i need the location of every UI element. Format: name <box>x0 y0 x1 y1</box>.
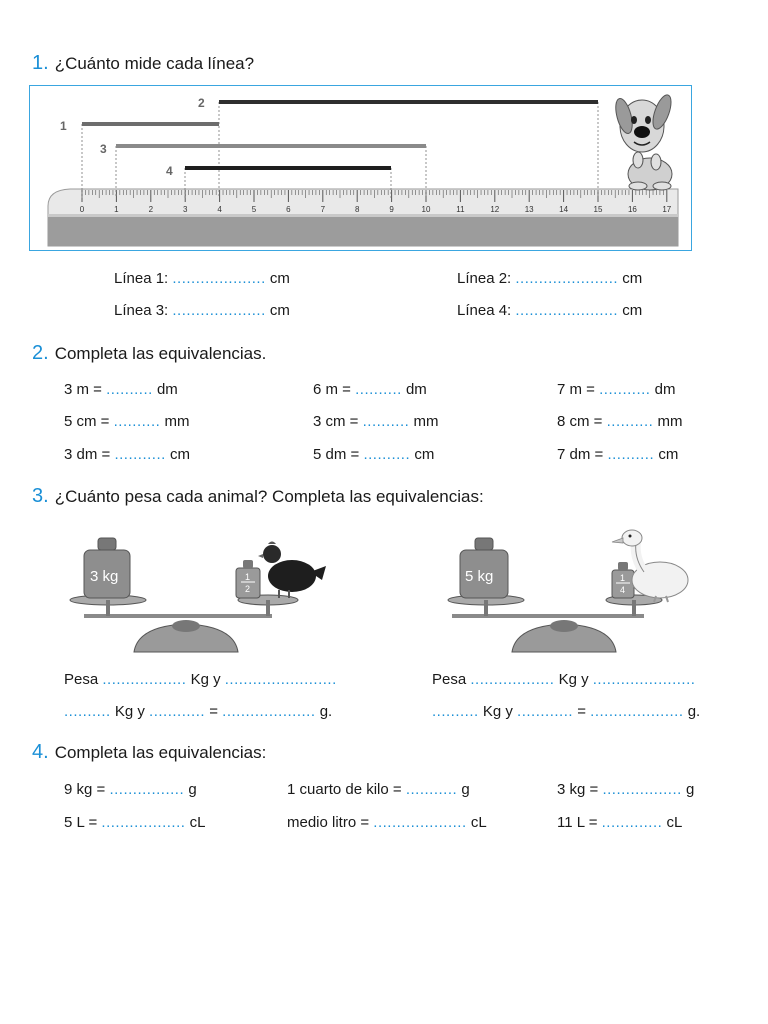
text-kg-y: Kg y <box>190 671 221 688</box>
dog-mascot-icon <box>613 93 675 190</box>
q3-title: ¿Cuánto pesa cada animal? Completa las equivalencias: <box>54 487 484 506</box>
item-blank[interactable]: .................. <box>101 814 186 831</box>
hen-icon <box>258 542 326 599</box>
answer-blank[interactable]: ...................... <box>515 270 619 287</box>
q4-number: 4. <box>32 741 49 763</box>
line-3 <box>116 144 426 148</box>
item-unit: cL <box>189 814 206 831</box>
q2-item-2 <box>313 381 427 398</box>
ruler-tick-label: 11 <box>456 205 465 214</box>
q4-item-1 <box>64 781 197 798</box>
q4-item-6 <box>557 814 682 831</box>
q4-heading <box>32 741 266 764</box>
item-unit: dm <box>156 381 178 398</box>
item-unit: mm <box>657 413 683 430</box>
q2-item-4 <box>64 413 189 430</box>
item-blank[interactable]: ................ <box>109 781 185 798</box>
text-kg-y: Kg y <box>482 703 513 720</box>
item-prefix: 7 dm = <box>557 446 604 463</box>
blank-total-grams[interactable]: .................... <box>222 703 316 720</box>
item-unit: dm <box>405 381 427 398</box>
line-2 <box>219 100 598 104</box>
answer-label: Línea 3: <box>114 302 169 319</box>
item-unit: cm <box>169 446 190 463</box>
q1-answer-line-2 <box>457 270 642 287</box>
line-3-label: 3 <box>100 142 107 156</box>
item-prefix: 9 kg = <box>64 781 106 798</box>
text-pesa: Pesa <box>64 671 99 688</box>
weight-label: 3 kg <box>90 568 119 585</box>
item-blank[interactable]: ............. <box>601 814 663 831</box>
balance-scale-hen-icon <box>64 528 332 656</box>
blank-grams-part[interactable]: ............ <box>149 703 206 720</box>
item-blank[interactable]: .......... <box>355 381 402 398</box>
ruler-tick-label: 10 <box>421 205 431 214</box>
q4-title: Completa las equivalencias: <box>54 743 267 762</box>
line-2-label: 2 <box>198 96 205 110</box>
q2-item-6 <box>557 413 682 430</box>
fraction-numerator: 1 <box>245 572 251 582</box>
fraction-denominator: 4 <box>620 585 626 595</box>
text-equals: = <box>209 703 218 720</box>
item-prefix: 8 cm = <box>557 413 603 430</box>
answer-blank[interactable]: ...................... <box>515 302 619 319</box>
blank-kg[interactable]: .......... <box>64 703 111 720</box>
q2-heading <box>32 342 266 365</box>
q1-answer-line-4 <box>457 302 642 319</box>
line-1-label: 1 <box>60 119 67 133</box>
ruler-tick-label: 4 <box>217 205 222 214</box>
ruler-tick-label: 14 <box>559 205 569 214</box>
q2-title: Completa las equivalencias. <box>54 344 267 363</box>
q1-answer-line-1 <box>114 270 290 287</box>
ruler-tick-label: 0 <box>79 205 85 214</box>
ruler-tick-label: 9 <box>389 205 394 214</box>
q1-number: 1. <box>32 52 49 74</box>
item-blank[interactable]: .......... <box>363 446 411 463</box>
item-blank[interactable]: ................. <box>602 781 682 798</box>
ruler-bevel <box>48 214 678 217</box>
fraction-numerator: 1 <box>620 573 626 583</box>
answer-blank[interactable]: .................... <box>172 302 266 319</box>
ruler-bottom-edge <box>48 216 678 246</box>
item-unit: g <box>461 781 470 798</box>
item-blank[interactable]: .......... <box>106 381 153 398</box>
blank-kg[interactable]: .................. <box>470 671 555 688</box>
balance-scale-duck-icon <box>430 528 692 656</box>
q4-item-2 <box>287 781 470 798</box>
ruler-tick-label: 8 <box>354 205 360 214</box>
scale-hen-figure <box>64 528 332 656</box>
line-4-label: 4 <box>166 164 173 178</box>
text-pesa: Pesa <box>432 671 467 688</box>
blank-total-grams[interactable]: .................... <box>590 703 684 720</box>
text-equals: = <box>577 703 586 720</box>
item-prefix: 3 m = <box>64 381 102 398</box>
answer-label: Línea 2: <box>457 270 512 287</box>
item-unit: cL <box>470 814 487 831</box>
ruler-figure <box>29 85 692 251</box>
q2-item-5 <box>313 413 438 430</box>
answer-label: Línea 1: <box>114 270 169 287</box>
item-prefix: 6 m = <box>313 381 351 398</box>
item-unit: cm <box>658 446 679 463</box>
item-prefix: 7 m = <box>557 381 595 398</box>
ruler-tick-label: 5 <box>251 205 257 214</box>
item-blank[interactable]: ........... <box>114 446 166 463</box>
item-prefix: 5 L = <box>64 814 98 831</box>
q2-item-3 <box>557 381 675 398</box>
item-prefix: 5 cm = <box>64 413 110 430</box>
blank-kg[interactable]: .......... <box>432 703 479 720</box>
item-prefix: 11 L = <box>557 814 598 831</box>
q4-item-4 <box>64 814 205 831</box>
line-4 <box>185 166 391 170</box>
item-prefix: medio litro = <box>287 814 370 831</box>
q2-item-8 <box>313 446 434 463</box>
item-unit: cm <box>414 446 435 463</box>
ruler-tick-label: 12 <box>490 205 500 214</box>
q3-left-line-2 <box>64 703 332 720</box>
item-unit: cL <box>666 814 683 831</box>
item-blank[interactable]: ........... <box>405 781 458 798</box>
line-1 <box>82 122 219 126</box>
q4-item-3 <box>557 781 694 798</box>
q3-right-line-1 <box>432 671 695 688</box>
q4-item-5 <box>287 814 487 831</box>
item-prefix: 1 cuarto de kilo = <box>287 781 402 798</box>
q3-right-line-2 <box>432 703 700 720</box>
item-blank[interactable]: .......... <box>607 446 655 463</box>
ruler-tick-label: 16 <box>627 205 637 214</box>
ruler-tick-label: 17 <box>662 205 672 214</box>
item-prefix: 3 cm = <box>313 413 359 430</box>
weight-label: 5 kg <box>465 568 494 585</box>
item-unit: mm <box>413 413 439 430</box>
q1-title: ¿Cuánto mide cada línea? <box>54 54 255 73</box>
q3-left-line-1 <box>64 671 337 688</box>
item-prefix: 3 kg = <box>557 781 599 798</box>
measure-guides <box>82 102 598 198</box>
fraction-denominator: 2 <box>245 584 251 594</box>
item-blank[interactable]: .......... <box>362 413 410 430</box>
q3-heading <box>32 485 484 508</box>
text-unit: g. <box>319 703 333 720</box>
item-unit: mm <box>164 413 190 430</box>
item-prefix: 3 dm = <box>64 446 111 463</box>
text-unit: g. <box>687 703 701 720</box>
answer-blank[interactable]: .................... <box>172 270 266 287</box>
blank-grams-part[interactable]: ............ <box>517 703 574 720</box>
blank-fraction[interactable]: ...................... <box>592 671 696 688</box>
q2-item-9 <box>557 446 678 463</box>
ruler-illustration <box>30 86 691 250</box>
answer-label: Línea 4: <box>457 302 512 319</box>
q1-heading <box>32 52 254 75</box>
item-blank[interactable]: .................... <box>373 814 467 831</box>
answer-unit: cm <box>622 270 643 287</box>
answer-unit: cm <box>622 302 643 319</box>
item-blank[interactable]: .......... <box>113 413 161 430</box>
blank-fraction[interactable]: ........................ <box>224 671 337 688</box>
ruler-tick-label: 7 <box>320 205 326 214</box>
q1-answer-line-3 <box>114 302 290 319</box>
q3-number: 3. <box>32 485 49 507</box>
item-prefix: 5 dm = <box>313 446 360 463</box>
item-blank[interactable]: ........... <box>599 381 651 398</box>
q2-item-1 <box>64 381 178 398</box>
ruler-tick-label: 13 <box>524 205 534 214</box>
blank-kg[interactable]: .................. <box>102 671 187 688</box>
answer-unit: cm <box>269 302 290 319</box>
item-unit: g <box>188 781 197 798</box>
ruler-tick-label: 6 <box>286 205 291 214</box>
item-unit: dm <box>654 381 676 398</box>
item-blank[interactable]: .......... <box>606 413 654 430</box>
answer-unit: cm <box>269 270 290 287</box>
text-kg-y: Kg y <box>114 703 145 720</box>
ruler-tick-label: 3 <box>182 205 188 214</box>
item-unit: g <box>685 781 695 798</box>
text-kg-y: Kg y <box>558 671 589 688</box>
scale-duck-figure <box>430 528 692 656</box>
q2-item-7 <box>64 446 190 463</box>
ruler-tick-label: 2 <box>148 205 154 214</box>
ruler-tick-label: 15 <box>593 205 603 214</box>
ruler-tick-label: 1 <box>114 205 119 214</box>
q2-number: 2. <box>32 342 49 364</box>
